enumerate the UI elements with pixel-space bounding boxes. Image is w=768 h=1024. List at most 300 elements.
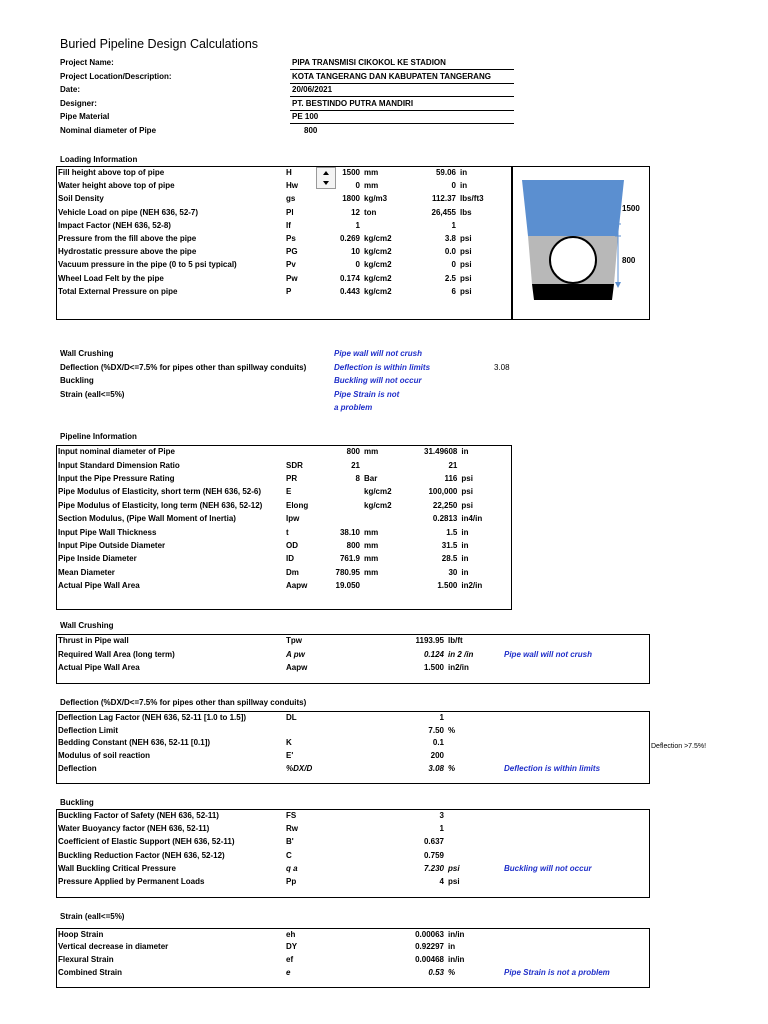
table-cell: 38.10 [339, 527, 360, 537]
wall-crushing-table [56, 634, 646, 674]
table-cell: Pipe Modulus of Elasticity, long term (NEH 636, 52-12) [58, 500, 263, 510]
table-cell: Deflection Lag Factor (NEH 636, 52-11 [1.0 to 1.5]) [58, 712, 247, 722]
table-cell: ton [364, 207, 377, 217]
table-cell [446, 809, 502, 822]
table-cell: 2.5 [444, 273, 456, 283]
table-cell: % [448, 764, 456, 774]
table-cell: 0.759 [423, 850, 444, 860]
strain-heading: Strain (eall<=5%) [60, 912, 125, 921]
table-cell: P [286, 286, 292, 296]
table-cell: 0 [355, 181, 360, 191]
table-cell: 4 [439, 877, 444, 887]
table-cell: kg/cm2 [364, 247, 392, 257]
table-row [56, 724, 646, 737]
table-cell: 1 [439, 712, 444, 722]
table-cell: 21 [448, 460, 458, 470]
table-row [56, 835, 646, 848]
table-cell: Bar [364, 473, 378, 483]
table-cell: mm [364, 168, 379, 178]
table-cell: 31.49608 [424, 447, 458, 457]
project-label: Pipe Material [60, 112, 110, 122]
table-cell [362, 219, 422, 232]
result-text [502, 737, 646, 750]
table-row [56, 953, 646, 966]
table-cell: Deflection [58, 764, 97, 774]
table-cell: Pv [286, 260, 296, 270]
table-cell: in/in [448, 929, 465, 939]
table-cell: 761.9 [339, 554, 360, 564]
project-underline [290, 69, 514, 70]
table-cell: q a [286, 863, 298, 873]
table-cell: DY [286, 942, 298, 952]
table-cell: 0.92297 [415, 942, 444, 952]
table-cell: Input Pipe Outside Diameter [58, 540, 166, 550]
result-text [502, 822, 646, 835]
wall-heading: Wall Crushing [60, 621, 114, 630]
table-cell: 7.230 [423, 863, 444, 873]
table-cell: mm [364, 540, 379, 550]
table-cell: Mean Diameter [58, 567, 115, 577]
buckling-heading: Buckling [60, 798, 94, 807]
summary-result: a problem [334, 403, 373, 413]
table-cell: E [286, 487, 292, 497]
table-cell: in [461, 554, 469, 564]
table-cell: 26,455 [431, 207, 456, 217]
table-cell: in [460, 168, 468, 178]
table-cell [316, 512, 362, 525]
table-cell: DL [286, 712, 297, 722]
table-cell: 0.124 [423, 649, 444, 659]
table-cell: Tpw [286, 636, 302, 646]
table-cell: 800 [346, 540, 360, 550]
table-cell: Thrust in Pipe wall [58, 636, 129, 646]
table-cell: 200 [430, 751, 444, 761]
table-cell [316, 499, 362, 512]
pipeline-heading: Pipeline Information [60, 432, 137, 441]
table-cell: C [286, 850, 292, 860]
table-row [56, 539, 495, 552]
table-row [56, 862, 646, 875]
table-cell: % [448, 967, 456, 977]
table-cell: psi [460, 286, 472, 296]
table-cell: lbs/ft3 [460, 194, 484, 204]
table-cell: in2/in [448, 662, 469, 672]
summary-label: Deflection (%DX/D<=7.5% for pipes other than spillway conduits) [60, 362, 307, 372]
table-cell: in [448, 942, 456, 952]
result-text [502, 941, 646, 954]
table-cell: kg/cm2 [364, 500, 392, 510]
deflection-heading: Deflection (%DX/D<=7.5% for pipes other than spillway conduits) [60, 698, 307, 707]
project-underline [290, 96, 514, 97]
table-row [56, 219, 494, 232]
pipeline-table [56, 445, 495, 592]
table-cell: 6 [451, 286, 456, 296]
table-cell: psi [448, 877, 460, 887]
project-value: KOTA TANGERANG DAN KABUPATEN TANGERANG [292, 71, 491, 81]
table-cell: 7.50 [428, 725, 444, 735]
table-cell: psi [460, 247, 472, 257]
table-row [56, 258, 494, 271]
table-row [56, 875, 646, 888]
table-cell [362, 579, 422, 592]
table-cell: Deflection Limit [58, 725, 119, 735]
table-cell: eh [286, 929, 296, 939]
project-value: PIPA TRANSMISI CIKOKOL KE STADION [292, 58, 446, 67]
table-cell: 780.95 [335, 567, 360, 577]
summary-label: Buckling [60, 376, 94, 386]
table-cell: ID [286, 554, 294, 564]
result-text [502, 809, 646, 822]
table-cell: kg/m3 [364, 194, 388, 204]
table-cell: psi [461, 473, 473, 483]
table-cell: lb/ft [448, 636, 463, 646]
table-cell [459, 458, 495, 471]
table-cell: Impact Factor (NEH 636, 52-8) [58, 220, 171, 230]
table-cell: gs [286, 194, 296, 204]
project-value: PE 100 [292, 112, 319, 122]
table-cell [446, 749, 502, 762]
table-cell: Pressure from the fill above the pipe [58, 234, 197, 244]
table-cell: PG [286, 247, 298, 257]
table-cell: in2/in [461, 581, 483, 591]
project-label: Project Name: [60, 58, 114, 67]
table-cell: psi [460, 273, 472, 283]
table-row [56, 749, 646, 762]
table-cell: 0.00063 [415, 929, 444, 939]
table-cell: Elong [286, 500, 309, 510]
result-text [502, 849, 646, 862]
result-text [502, 835, 646, 848]
table-cell: e [286, 967, 291, 977]
table-cell: kg/cm2 [364, 487, 392, 497]
table-row [56, 928, 646, 941]
result-text [502, 875, 646, 888]
table-cell: Ps [286, 234, 296, 244]
table-cell: 800 [346, 447, 360, 457]
fill-height-spinner[interactable] [316, 167, 336, 189]
table-cell: 3 [439, 811, 444, 821]
spinner-arrows-icon[interactable] [317, 168, 335, 188]
table-cell: Pw [286, 273, 298, 283]
table-cell: 1 [439, 824, 444, 834]
table-cell: 112.37 [431, 194, 456, 204]
result-text: Deflection is within limits [504, 764, 601, 774]
table-row [56, 661, 646, 674]
table-row [56, 647, 646, 660]
table-row [56, 445, 495, 458]
table-cell: Input the Pipe Pressure Rating [58, 473, 175, 483]
summary-result: Buckling will not occur [334, 376, 422, 386]
table-cell [362, 458, 422, 471]
table-row [56, 525, 495, 538]
table-cell: in [461, 567, 469, 577]
table-cell: Vacuum pressure in the pipe (0 to 5 psi typical) [58, 260, 237, 270]
table-cell: 1800 [342, 194, 360, 204]
table-row [56, 762, 646, 775]
table-row [56, 809, 646, 822]
table-cell: mm [364, 181, 379, 191]
table-row [56, 737, 646, 750]
result-text [502, 711, 646, 724]
table-cell: 0.174 [339, 273, 360, 283]
project-value: 20/06/2021 [292, 85, 333, 95]
table-cell [446, 849, 502, 862]
table-cell [446, 835, 502, 848]
table-cell: Bedding Constant (NEH 636, 52-11 [0.1]) [58, 738, 211, 748]
table-cell: Soil Density [58, 194, 104, 204]
table-cell: Vehicle Load on pipe (NEH 636, 52-7) [58, 207, 199, 217]
table-cell: %DX/D [286, 764, 313, 774]
table-cell: 10 [351, 247, 360, 257]
table-cell [446, 737, 502, 750]
summary-extra: 3.08 [494, 362, 510, 372]
table-cell: 0 [355, 260, 360, 270]
table-cell: Water Buoyancy factor (NEH 636, 52-11) [58, 824, 210, 834]
table-cell: SDR [286, 460, 303, 470]
table-cell: Required Wall Area (long term) [58, 649, 175, 659]
table-cell [446, 711, 502, 724]
table-cell: Coefficient of Elastic Support (NEH 636, 52-11) [58, 837, 235, 847]
table-row [56, 285, 494, 298]
table-cell: mm [364, 567, 379, 577]
table-cell: 19.050 [335, 581, 360, 591]
project-value: PT. BESTINDO PUTRA MANDIRI [292, 98, 414, 108]
table-cell: 0.2813 [432, 514, 458, 524]
table-row [56, 458, 495, 471]
table-cell: Ipw [286, 514, 300, 524]
table-cell: 8 [355, 473, 360, 483]
table-cell: lbs [460, 207, 472, 217]
table-cell: If [286, 220, 291, 230]
table-cell: 1.500 [423, 662, 444, 672]
table-cell: Actual Pipe Wall Area [58, 662, 140, 672]
table-cell: Pressure Applied by Permanent Loads [58, 877, 205, 887]
table-cell: E' [286, 751, 294, 761]
project-underline [290, 83, 514, 84]
table-cell: in 2 /in [448, 649, 474, 659]
table-cell: FS [286, 811, 297, 821]
table-cell: Total External Pressure on pipe [58, 286, 178, 296]
project-label: Project Location/Description: [60, 71, 172, 81]
table-cell: 1 [355, 220, 360, 230]
table-cell [446, 822, 502, 835]
project-label: Designer: [60, 98, 97, 108]
loading-heading: Loading Information [60, 155, 138, 164]
table-cell: Pipe Modulus of Elasticity, short term (NEH 636, 52-6) [58, 487, 262, 497]
table-cell: Flexural Strain [58, 954, 114, 964]
project-value: 800 [304, 126, 318, 135]
table-cell: 100,000 [428, 487, 458, 497]
buckling-table [56, 809, 646, 888]
table-cell: Modulus of soil reaction [58, 751, 151, 761]
table-cell: 28.5 [441, 554, 458, 564]
table-row [56, 966, 646, 979]
table-cell: ef [286, 954, 294, 964]
table-cell: Buckling Reduction Factor (NEH 636, 52-12) [58, 850, 225, 860]
table-cell: 0.443 [339, 286, 360, 296]
result-text [502, 749, 646, 762]
summary-result: Pipe Strain is not [334, 389, 400, 399]
table-cell: Rw [286, 824, 298, 834]
result-text [502, 661, 646, 674]
table-cell: psi [461, 500, 473, 510]
table-row [56, 245, 494, 258]
table-cell: in [460, 181, 468, 191]
table-cell: Actual Pipe Wall Area [58, 581, 140, 591]
table-cell: 0.0 [444, 247, 456, 257]
table-cell: Input Pipe Wall Thickness [58, 527, 157, 537]
table-row [56, 579, 495, 592]
table-cell: psi [461, 487, 473, 497]
table-cell: 1193.95 [415, 636, 444, 646]
table-cell: Pipe Inside Diameter [58, 554, 137, 564]
table-row [56, 566, 495, 579]
table-cell: psi [448, 863, 460, 873]
table-row [56, 711, 646, 724]
table-cell: Hw [286, 181, 298, 191]
table-row [56, 472, 495, 485]
project-underline [290, 123, 514, 124]
table-cell: Combined Strain [58, 967, 123, 977]
table-cell: B' [286, 837, 294, 847]
table-cell: mm [364, 527, 379, 537]
table-cell: kg/cm2 [364, 260, 392, 270]
result-text [502, 724, 646, 737]
water-layer [522, 180, 624, 236]
table-cell: A pw [286, 649, 305, 659]
diagram-label-diameter: 800 [622, 256, 636, 265]
table-cell: Pp [286, 877, 297, 887]
table-cell: Input nominal diameter of Pipe [58, 447, 175, 457]
table-cell: Pl [286, 207, 294, 217]
table-cell: 30 [448, 567, 458, 577]
table-row [56, 499, 495, 512]
table-cell: psi [460, 234, 472, 244]
table-row [56, 166, 494, 179]
summary-label: Strain (eall<=5%) [60, 389, 125, 399]
table-cell: K [286, 738, 292, 748]
table-cell: mm [364, 447, 379, 457]
result-text: Buckling will not occur [504, 863, 592, 873]
table-cell: 116 [444, 473, 458, 483]
table-cell: 12 [351, 207, 360, 217]
table-cell: Hydrostatic pressure above the pipe [58, 247, 197, 257]
table-cell: 3.08 [428, 764, 444, 774]
table-cell: Buckling Factor of Safety (NEH 636, 52-11) [58, 811, 219, 821]
table-cell: 59.06 [435, 168, 456, 178]
table-cell: Water height above top of pipe [58, 181, 175, 191]
pipe-circle [550, 237, 596, 283]
pipe-burial-diagram [512, 166, 648, 318]
deflection-warning: Deflection >7.5%! [651, 743, 707, 750]
table-cell: in [461, 447, 469, 457]
result-text: Pipe Strain is not a problem [504, 967, 610, 977]
table-cell: mm [364, 554, 379, 564]
table-cell: Wheel Load Felt by the pipe [58, 273, 164, 283]
result-text [502, 953, 646, 966]
table-cell: PR [286, 473, 298, 483]
table-cell: Wall Buckling Critical Pressure [58, 863, 176, 873]
summary-result: Pipe wall will not crush [334, 349, 423, 358]
table-cell [316, 485, 362, 498]
page-title: Buried Pipeline Design Calculations [60, 37, 259, 51]
table-cell: in4/in [461, 514, 483, 524]
table-cell: % [448, 725, 456, 735]
table-cell: Vertical decrease in diameter [58, 942, 169, 952]
table-cell: 1 [451, 220, 456, 230]
table-row [56, 822, 646, 835]
diagram-label-fill: 1500 [622, 204, 640, 213]
table-cell [458, 219, 494, 232]
table-cell: 31.5 [441, 540, 458, 550]
result-text [502, 928, 646, 941]
table-cell: 3.8 [444, 234, 456, 244]
table-cell: OD [286, 540, 298, 550]
result-text [502, 634, 646, 647]
table-row [56, 941, 646, 954]
table-row [56, 206, 494, 219]
project-underline [290, 110, 514, 111]
table-cell: 0.00468 [415, 954, 444, 964]
table-cell: in [461, 527, 469, 537]
table-cell [284, 724, 412, 737]
table-cell: 1.5 [446, 527, 458, 537]
table-cell: Aapw [286, 662, 308, 672]
table-row [56, 485, 495, 498]
deflection-table [56, 711, 646, 775]
table-cell: 21 [351, 460, 360, 470]
loading-table [56, 166, 494, 298]
table-cell [362, 512, 422, 525]
table-cell: 22,250 [432, 500, 458, 510]
table-row [56, 192, 494, 205]
table-cell: kg/cm2 [364, 234, 392, 244]
table-cell: 0.1 [432, 738, 444, 748]
result-text: Pipe wall will not crush [504, 649, 593, 659]
strain-table [56, 928, 646, 978]
summary-label: Wall Crushing [60, 349, 114, 358]
table-cell: Section Modulus, (Pipe Wall Moment of Inertia) [58, 514, 236, 524]
table-row [56, 232, 494, 245]
table-row [56, 552, 495, 565]
project-label: Nominal diameter of Pipe [60, 126, 157, 135]
table-cell: psi [460, 260, 472, 270]
table-cell [284, 445, 316, 458]
table-cell: kg/cm2 [364, 273, 392, 283]
project-label: Date: [60, 85, 81, 95]
table-cell: 1500 [342, 168, 360, 178]
table-cell: 0.53 [428, 967, 444, 977]
table-cell: Aapw [286, 581, 308, 591]
table-row [56, 179, 494, 192]
table-row [56, 849, 646, 862]
table-cell: kg/cm2 [364, 286, 392, 296]
table-cell: in/in [448, 954, 465, 964]
table-cell: 0.637 [423, 837, 444, 847]
table-row [56, 272, 494, 285]
table-cell: Input Standard Dimension Ratio [58, 460, 180, 470]
table-row [56, 512, 495, 525]
table-row [56, 634, 646, 647]
bedding-layer [532, 284, 614, 300]
table-cell: in [461, 540, 469, 550]
table-cell: 0 [451, 181, 456, 191]
table-cell: 0.269 [339, 234, 360, 244]
table-cell: Hoop Strain [58, 929, 104, 939]
table-cell: t [286, 527, 289, 537]
table-cell: Fill height above top of pipe [58, 168, 165, 178]
table-cell: H [286, 168, 292, 178]
